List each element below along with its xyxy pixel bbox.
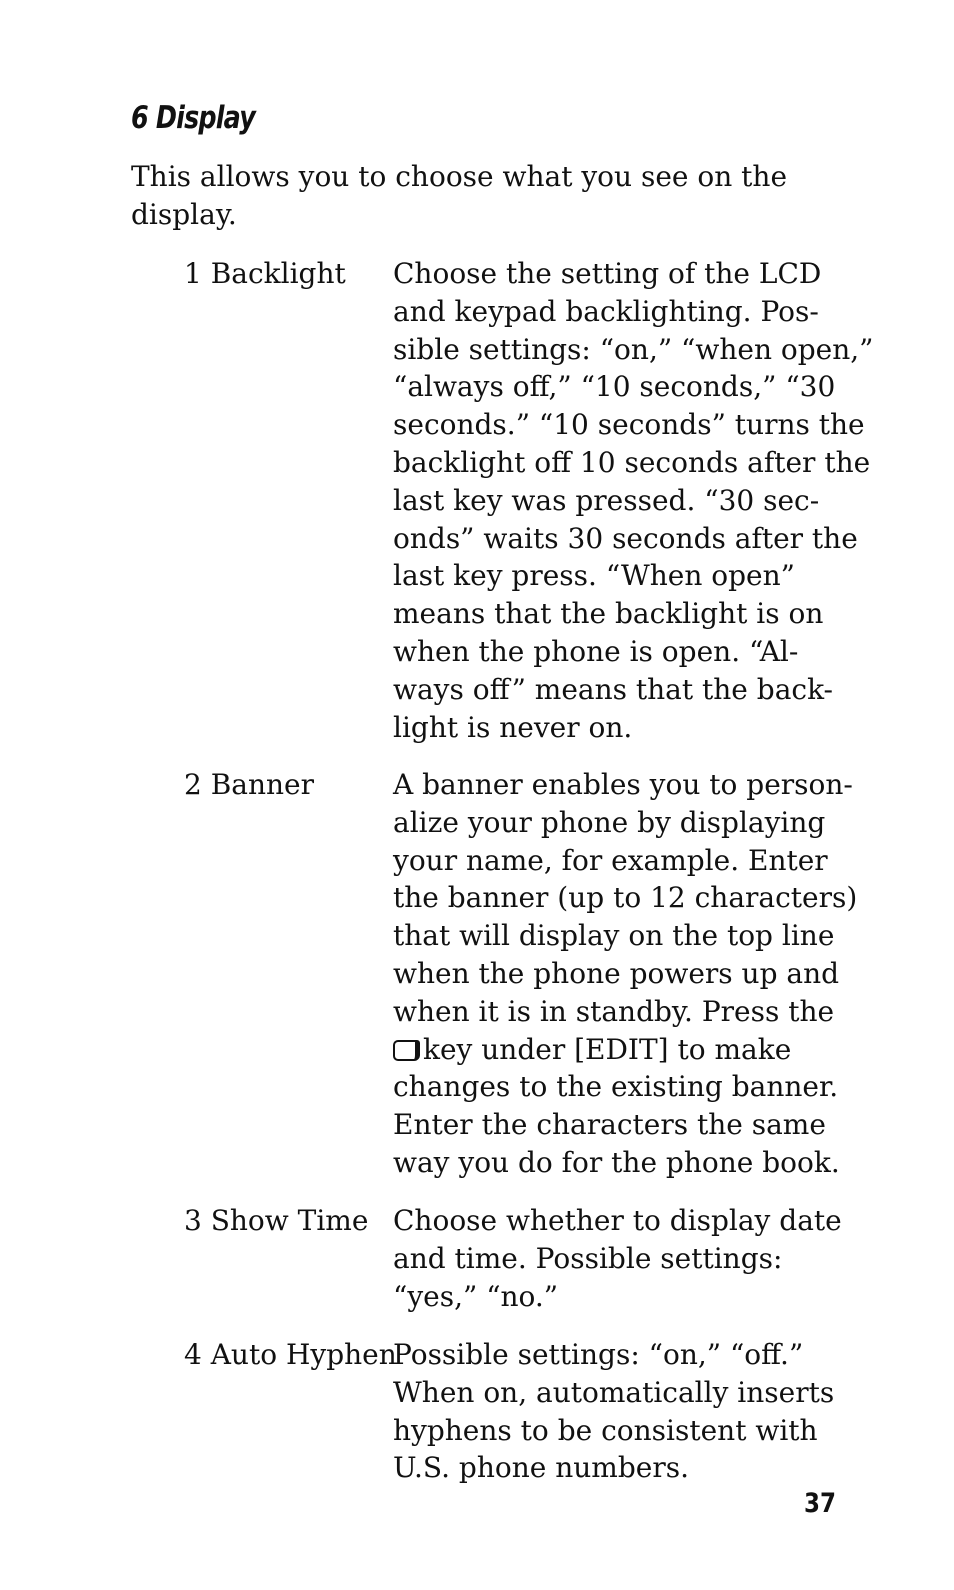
desc-line: Enter the characters the same — [393, 1108, 826, 1142]
desc-line: way you do for the phone book. — [393, 1145, 840, 1179]
desc-line: when the phone powers up and — [393, 956, 840, 990]
desc-line: sible settings: “on,” “when open,” — [393, 332, 874, 366]
desc-line: seconds.” “10 seconds” turns the — [393, 408, 865, 442]
item-label: 2 Banner — [184, 768, 315, 801]
desc-line: A banner enables you to person- — [393, 768, 853, 801]
desc-line: U.S. phone numbers. — [393, 1451, 689, 1485]
section-heading: 6 Display — [131, 100, 255, 136]
desc-line: and keypad backlighting. Pos- — [393, 294, 819, 328]
desc-line: onds” waits 30 seconds after the — [393, 521, 858, 555]
desc-line: last key was pressed. “30 sec- — [393, 483, 820, 517]
desc-line: means that the backlight is on — [393, 597, 824, 631]
desc-line: last key press. “When open” — [393, 559, 795, 593]
desc-line: changes to the existing banner. — [393, 1070, 839, 1104]
desc-line: when it is in standby. Press the — [393, 994, 835, 1028]
softkey-icon — [393, 1040, 420, 1061]
desc-line: alize your phone by displaying — [393, 805, 826, 839]
item-label: 4 Auto Hyphen — [184, 1338, 397, 1371]
section-intro: This allows you to choose what you see on the display. — [131, 160, 788, 231]
desc-line: Possible settings: “on,” “off.” — [393, 1338, 804, 1371]
desc-line: when the phone is open. “Al- — [393, 634, 799, 668]
item-description — [393, 255, 874, 746]
desc-line: the banner (up to 12 characters) — [393, 881, 858, 915]
item-description — [393, 1336, 843, 1487]
item-description — [393, 766, 858, 1182]
desc-line: “yes,” “no.” — [393, 1279, 559, 1313]
desc-line-with-key — [393, 1031, 843, 1069]
item-label: 3 Show Time — [184, 1204, 369, 1237]
desc-line: hyphens to be consistent with — [393, 1413, 818, 1447]
desc-line: When on, automatically inserts — [393, 1375, 835, 1409]
desc-line: Choose the setting of the LCD — [393, 257, 822, 290]
desc-line: Choose whether to display date — [393, 1204, 842, 1237]
desc-line: backlight off 10 seconds after the — [393, 445, 871, 479]
desc-line: “always off,” “10 seconds,” “30 — [393, 370, 836, 404]
item-label: 1 Backlight — [184, 257, 346, 290]
item-description — [393, 1202, 843, 1315]
page-number: 37 — [804, 1488, 836, 1519]
desc-line: ways off” means that the back- — [393, 672, 834, 706]
desc-line: that will display on the top line — [393, 919, 835, 953]
desc-line: and time. Possible settings: — [393, 1241, 783, 1275]
desc-line: light is never on. — [393, 710, 633, 744]
desc-line-text: key under [EDIT] to make — [423, 1032, 792, 1066]
desc-line: your name, for example. Enter — [393, 843, 828, 877]
